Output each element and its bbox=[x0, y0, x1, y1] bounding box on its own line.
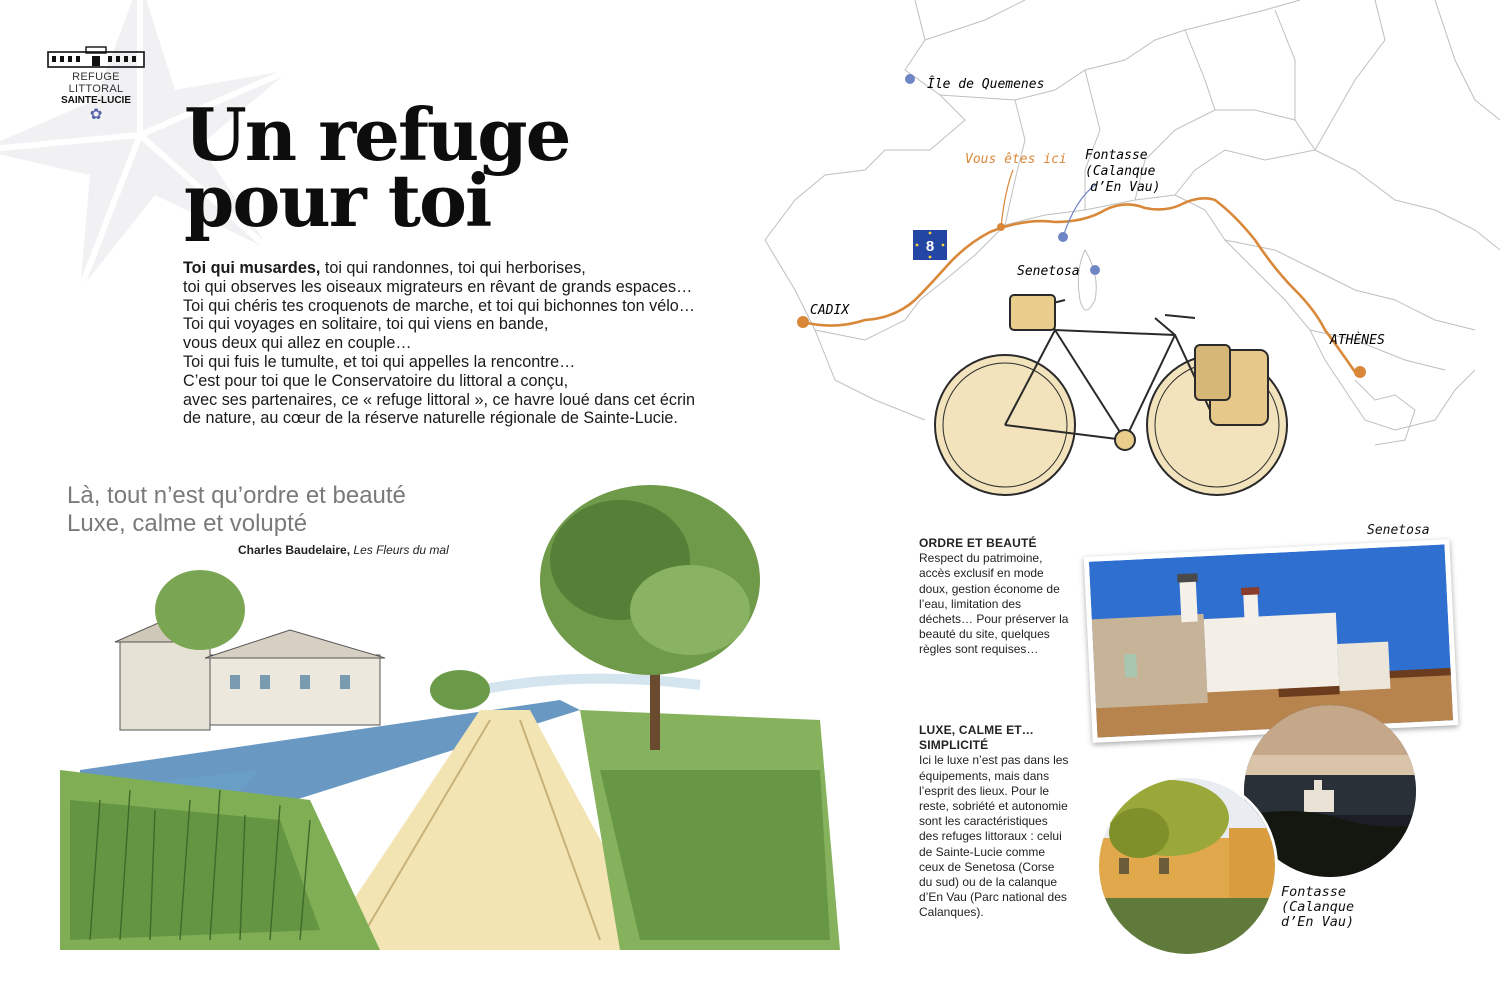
intro-paragraph bbox=[183, 259, 763, 428]
flower-icon: ✿ bbox=[89, 105, 103, 123]
map-label-quemenes: Île de Quemenes bbox=[927, 77, 1045, 92]
fontasse-house-photo bbox=[1096, 775, 1278, 957]
map-label-fontasse-3: d’En Vau) bbox=[1090, 180, 1161, 195]
quote-author: Charles Baudelaire, bbox=[238, 543, 351, 557]
intro-line: avec ses partenaires, ce « refuge littoral », ce havre loué dans cet écrin bbox=[183, 390, 695, 409]
bicycle-illustration bbox=[935, 295, 1287, 495]
senetosa-caption: Senetosa bbox=[1367, 523, 1430, 538]
intro-line: toi qui observes les oiseaux migrateurs en rêvant de grands espaces… bbox=[183, 277, 693, 296]
page-title bbox=[184, 92, 570, 243]
quote-line-1: Là, tout n’est qu’ordre et beauté bbox=[67, 482, 406, 509]
sidebar-heading-order: ORDRE ET BEAUTÉ bbox=[919, 536, 1037, 550]
intro-line: Toi qui voyages en solitaire, toi qui viens en bande, bbox=[183, 315, 549, 334]
refuge-logo bbox=[44, 46, 148, 122]
sidebar-order-beauty bbox=[919, 536, 1069, 658]
sidebar-text-order: Respect du patrimoine, accès exclusif en mode doux, gestion économe de l’eau, limitation des déchets… Pour préserver la beauté du site, quelques règles sont requises… bbox=[919, 551, 1069, 657]
intro-line: de nature, au cœur de la réserve naturelle régionale de Sainte-Lucie. bbox=[183, 409, 678, 428]
baudelaire-quote bbox=[67, 482, 406, 538]
europe-route-map bbox=[755, 0, 1500, 520]
map-label-here: Vous êtes ici bbox=[965, 152, 1067, 167]
sidebar-luxury-calm bbox=[919, 723, 1069, 921]
map-label-fontasse-1: Fontasse bbox=[1085, 148, 1148, 163]
quote-work: Les Fleurs du mal bbox=[350, 543, 449, 557]
intro-lead: Toi qui musardes, bbox=[183, 259, 321, 277]
logo-line-2: SAINTE-LUCIE bbox=[61, 95, 131, 106]
intro-line: Toi qui fuis le tumulte, et toi qui appelles la rencontre… bbox=[183, 352, 576, 371]
intro-line: vous deux qui allez en couple… bbox=[183, 334, 412, 353]
sidebar-heading-luxury-1: LUXE, CALME ET… bbox=[919, 723, 1035, 737]
map-label-athenes: ATHÈNES bbox=[1330, 333, 1385, 348]
intro-line-rest: toi qui randonnes, toi qui herborises, bbox=[320, 259, 586, 277]
intro-line: Toi qui chéris tes croquenots de marche, et toi qui bichonnes ton vélo… bbox=[183, 296, 695, 315]
quote-line-2: Luxe, calme et volupté bbox=[67, 510, 308, 537]
fontasse-caption-2: (Calanque bbox=[1281, 899, 1355, 915]
fontasse-caption-1: Fontasse bbox=[1281, 884, 1347, 900]
fontasse-caption-3: d’En Vau) bbox=[1281, 914, 1355, 930]
map-label-cadix: CADIX bbox=[810, 303, 850, 318]
sidebar-heading-luxury-2: SIMPLICITÉ bbox=[919, 738, 989, 753]
quote-citation bbox=[238, 543, 449, 557]
title-line-1: Un refuge bbox=[184, 92, 570, 177]
watercolor-landscape-illustration bbox=[60, 470, 840, 970]
logo-line-1: REFUGE LITTORAL bbox=[68, 71, 124, 95]
intro-line bbox=[183, 259, 763, 278]
fontasse-caption bbox=[1281, 885, 1354, 930]
intro-line: C’est pour toi que le Conservatoire du littoral a conçu, bbox=[183, 371, 569, 390]
route-number-sign: 8 bbox=[925, 238, 935, 255]
map-label-fontasse-2: (Calanque bbox=[1085, 164, 1156, 179]
senetosa-photo bbox=[1084, 539, 1459, 743]
title-line-2: pour toi bbox=[184, 158, 491, 243]
sidebar-text-luxury: Ici le luxe n’est pas dans les équipements, mais dans l’esprit des lieux. Pour le reste, sobriété et autonomie sont les caractéristiques des refuges littoraux : celui de Sainte-Lucie comme ceux de Senetosa (Corse du sud) ou de la calanque d’En Vau (Parc national des Calanques). bbox=[919, 753, 1069, 920]
map-label-senetosa: Senetosa bbox=[1017, 264, 1080, 279]
building-icon bbox=[46, 46, 146, 68]
